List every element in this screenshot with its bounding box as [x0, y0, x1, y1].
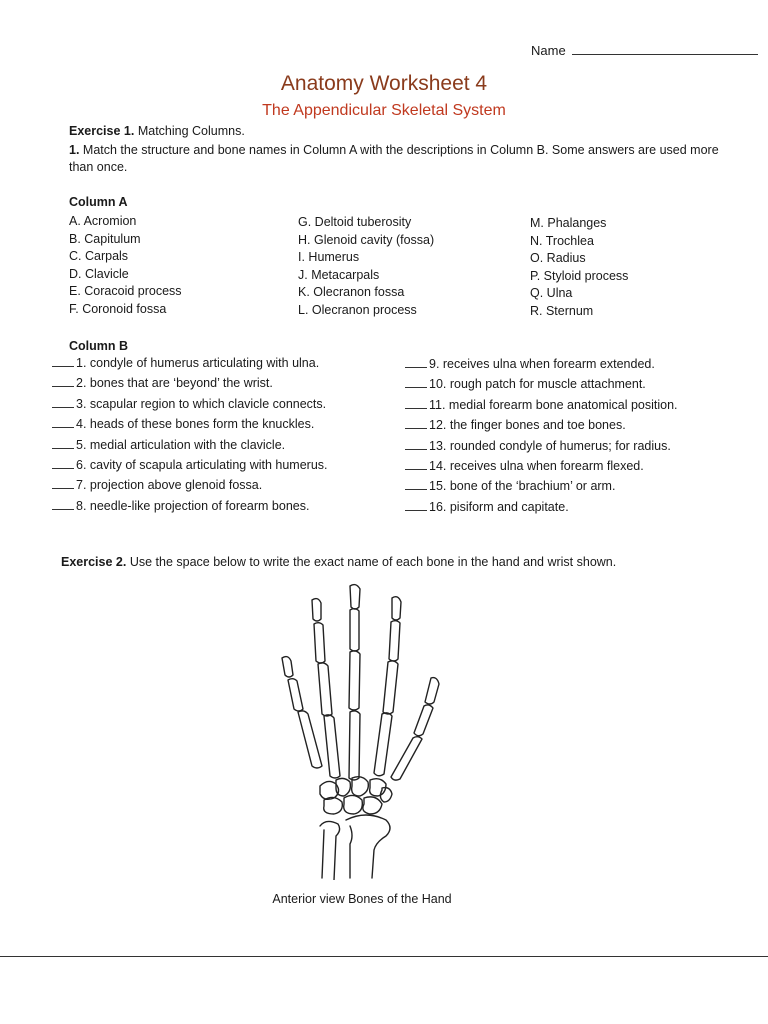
question-row: 4. heads of these bones form the knuckles. — [52, 417, 328, 437]
question-row: 12. the finger bones and toe bones. — [405, 418, 678, 438]
answer-blank[interactable] — [52, 376, 74, 387]
exercise1-title: Matching Columns. — [137, 124, 245, 138]
question-row: 1. condyle of humerus articulating with ulna. — [52, 356, 328, 376]
question-row: 9. receives ulna when forearm extended. — [405, 357, 678, 377]
list-item: P. Styloid process — [530, 268, 629, 283]
worksheet-subtitle: The Appendicular Skeletal System — [262, 102, 506, 119]
question-row: 3. scapular region to which clavicle connects. — [52, 397, 328, 417]
exercise2-heading — [61, 554, 616, 571]
question-row: 14. receives ulna when forearm flexed. — [405, 459, 678, 479]
question-row: 15. bone of the ‘brachium’ or arm. — [405, 479, 678, 499]
answer-blank[interactable] — [52, 478, 74, 489]
question-row: 8. needle-like projection of forearm bones. — [52, 499, 328, 519]
little-finger-bones — [282, 657, 322, 768]
column-a-list-3 — [530, 215, 628, 321]
answer-blank[interactable] — [405, 439, 427, 450]
list-item: O. Radius — [530, 251, 586, 266]
column-b-heading: Column B — [69, 339, 129, 353]
name-field-row — [531, 42, 758, 58]
answer-blank[interactable] — [52, 417, 74, 428]
list-item: E. Coracoid process — [69, 284, 182, 299]
hand-bones-illustration — [270, 580, 460, 880]
column-b-left-list — [52, 356, 328, 519]
question-row: 2. bones that are ‘beyond’ the wrist. — [52, 376, 328, 396]
middle-finger-bones — [349, 585, 360, 780]
list-item: H. Glenoid cavity (fossa) — [298, 232, 435, 247]
list-item: F. Coronoid fossa — [69, 301, 167, 316]
list-item: M. Phalanges — [530, 216, 607, 230]
figure-caption: Anterior view Bones of the Hand — [272, 892, 452, 906]
question-row: 10. rough patch for muscle attachment. — [405, 377, 678, 397]
worksheet-title: Anatomy Worksheet 4 — [280, 72, 488, 95]
exercise1-label: Exercise 1. — [69, 124, 135, 138]
exercise1-instructions — [69, 142, 729, 176]
instruction-number: 1. — [69, 143, 80, 157]
name-blank[interactable] — [572, 42, 758, 55]
answer-blank[interactable] — [52, 356, 74, 367]
name-label: Name — [531, 43, 566, 58]
thumb-bones — [391, 678, 439, 781]
answer-blank[interactable] — [52, 397, 74, 408]
question-row: 5. medial articulation with the clavicle. — [52, 438, 328, 458]
radius-bone — [346, 815, 390, 878]
answer-blank[interactable] — [405, 479, 427, 490]
answer-blank[interactable] — [405, 500, 427, 511]
ring-finger-bones — [312, 599, 340, 778]
carpal-bones — [320, 777, 392, 814]
column-a-list-1 — [69, 213, 182, 319]
list-item: G. Deltoid tuberosity — [298, 215, 412, 229]
page-divider — [0, 956, 768, 957]
column-a-list-2 — [298, 214, 434, 320]
list-item: I. Humerus — [298, 250, 360, 265]
answer-blank[interactable] — [405, 357, 427, 368]
index-finger-bones — [374, 597, 401, 776]
answer-blank[interactable] — [405, 398, 427, 409]
list-item: N. Trochlea — [530, 233, 594, 248]
question-row: 13. rounded condyle of humerus; for radius. — [405, 439, 678, 459]
list-item: A. Acromion — [69, 214, 137, 228]
list-item: K. Olecranon fossa — [298, 285, 405, 300]
answer-blank[interactable] — [52, 438, 74, 449]
exercise2-label: Exercise 2. — [61, 555, 127, 569]
list-item: C. Carpals — [69, 249, 129, 264]
instruction-text: Match the structure and bone names in Column A with the descriptions in Column B. Some answers are used more than once. — [69, 143, 719, 174]
answer-blank[interactable] — [405, 377, 427, 388]
list-item: L. Olecranon process — [298, 302, 417, 317]
question-row: 11. medial forearm bone anatomical position. — [405, 398, 678, 418]
exercise2-instructions: Use the space below to write the exact name of each bone in the hand and wrist shown. — [129, 555, 617, 569]
answer-blank[interactable] — [52, 499, 74, 510]
column-b-right-list — [405, 357, 678, 520]
answer-blank[interactable] — [52, 458, 74, 469]
list-item: B. Capitulum — [69, 231, 141, 246]
list-item: Q. Ulna — [530, 286, 573, 301]
column-a-heading: Column A — [69, 195, 128, 209]
answer-blank[interactable] — [405, 459, 427, 470]
list-item: R. Sternum — [530, 303, 594, 318]
question-row: 6. cavity of scapula articulating with humerus. — [52, 458, 328, 478]
question-row: 16. pisiform and capitate. — [405, 500, 678, 520]
ulna-bone — [320, 821, 340, 880]
exercise1-heading — [69, 123, 245, 140]
list-item: D. Clavicle — [69, 266, 129, 281]
question-row: 7. projection above glenoid fossa. — [52, 478, 328, 498]
answer-blank[interactable] — [405, 418, 427, 429]
list-item: J. Metacarpals — [298, 267, 380, 282]
